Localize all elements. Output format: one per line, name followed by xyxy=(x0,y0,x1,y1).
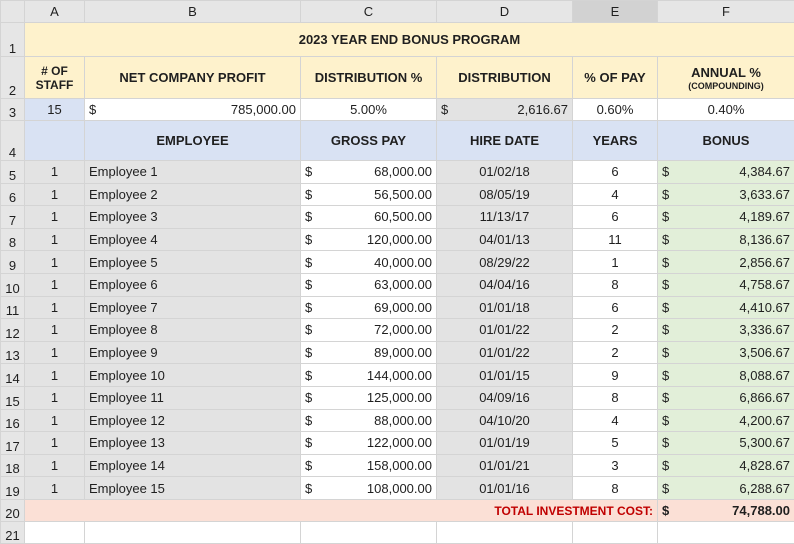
currency-symbol: $ xyxy=(662,322,669,337)
row-header-1[interactable]: 1 xyxy=(1,23,25,57)
hire-date-cell[interactable]: 01/01/18 xyxy=(437,296,573,319)
bonus-value: 3,506.67 xyxy=(739,345,790,360)
gross-pay-cell[interactable] xyxy=(301,228,437,251)
row-header[interactable]: 10 xyxy=(1,273,25,296)
bonus-cell[interactable] xyxy=(658,341,794,364)
pct-of-pay-cell[interactable]: 0.60% xyxy=(573,99,658,121)
table-row xyxy=(1,273,794,296)
sheet-title[interactable]: 2023 YEAR END BONUS PROGRAM xyxy=(25,23,794,57)
bonus-cell[interactable] xyxy=(658,477,794,500)
net-profit-value: 785,000.00 xyxy=(231,102,296,117)
gross-pay-cell[interactable] xyxy=(301,386,437,409)
currency-symbol: $ xyxy=(305,345,312,360)
hire-date-cell[interactable]: 08/29/22 xyxy=(437,251,573,274)
table-row xyxy=(1,206,794,229)
table-row xyxy=(1,454,794,477)
bonus-value: 8,088.67 xyxy=(739,368,790,383)
column-header-b[interactable]: B xyxy=(85,1,301,23)
employee-name-cell[interactable]: Employee 15 xyxy=(85,477,301,500)
row-header-3[interactable]: 3 xyxy=(1,99,25,121)
years-cell[interactable]: 6 xyxy=(573,206,658,229)
table-row xyxy=(1,364,794,387)
column-header-a[interactable]: A xyxy=(25,1,85,23)
table-row xyxy=(1,251,794,274)
gross-pay-value: 158,000.00 xyxy=(367,458,432,473)
distribution-pct-cell[interactable]: 5.00% xyxy=(301,99,437,121)
currency-symbol: $ xyxy=(441,102,448,117)
currency-symbol: $ xyxy=(662,368,669,383)
years-cell[interactable]: 6 xyxy=(573,296,658,319)
annual-pct-label: ANNUAL % xyxy=(691,65,761,80)
gross-pay-value: 72,000.00 xyxy=(374,322,432,337)
gross-pay-value: 125,000.00 xyxy=(367,390,432,405)
row-header[interactable]: 11 xyxy=(1,296,25,319)
gross-pay-cell[interactable] xyxy=(301,206,437,229)
bonus-cell[interactable] xyxy=(658,454,794,477)
bonus-cell[interactable] xyxy=(658,409,794,432)
bonus-cell[interactable] xyxy=(658,432,794,455)
currency-symbol: $ xyxy=(662,413,669,428)
row-header-21[interactable]: 21 xyxy=(1,521,25,543)
currency-symbol: $ xyxy=(305,277,312,292)
hire-date-cell[interactable]: 01/01/21 xyxy=(437,454,573,477)
gross-pay-cell[interactable] xyxy=(301,341,437,364)
row-header[interactable]: 7 xyxy=(1,206,25,229)
blank-header-cell[interactable] xyxy=(25,121,85,161)
total-value-cell[interactable] xyxy=(658,499,794,521)
gross-pay-value: 60,500.00 xyxy=(374,209,432,224)
empty-cell[interactable] xyxy=(437,521,573,543)
hire-date-cell[interactable]: 01/01/22 xyxy=(437,319,573,342)
bonus-value: 4,189.67 xyxy=(739,209,790,224)
employee-name-cell[interactable]: Employee 14 xyxy=(85,454,301,477)
hire-date-cell[interactable]: 04/01/13 xyxy=(437,228,573,251)
net-profit-header[interactable]: NET COMPANY PROFIT xyxy=(85,57,301,99)
hire-date-cell[interactable]: 11/13/17 xyxy=(437,206,573,229)
currency-symbol: $ xyxy=(305,413,312,428)
table-row xyxy=(1,477,794,500)
gross-pay-value: 120,000.00 xyxy=(367,232,432,247)
years-cell[interactable]: 8 xyxy=(573,477,658,500)
bonus-cell[interactable] xyxy=(658,319,794,342)
years-cell[interactable]: 11 xyxy=(573,228,658,251)
hire-date-cell[interactable]: 01/01/19 xyxy=(437,432,573,455)
gross-pay-value: 69,000.00 xyxy=(374,300,432,315)
currency-symbol: $ xyxy=(662,164,669,179)
staff-cell[interactable]: 1 xyxy=(25,341,85,364)
employee-name-cell[interactable]: Employee 3 xyxy=(85,206,301,229)
staff-cell[interactable]: 1 xyxy=(25,183,85,206)
staff-cell[interactable]: 1 xyxy=(25,206,85,229)
gross-pay-value: 88,000.00 xyxy=(374,413,432,428)
hire-date-cell[interactable]: 01/01/15 xyxy=(437,364,573,387)
total-value: 74,788.00 xyxy=(732,503,790,518)
gross-pay-cell[interactable] xyxy=(301,273,437,296)
row-header[interactable]: 16 xyxy=(1,409,25,432)
staff-count-header[interactable]: # OF STAFF xyxy=(25,57,85,99)
gross-pay-cell[interactable] xyxy=(301,161,437,184)
row-header[interactable]: 18 xyxy=(1,454,25,477)
bonus-value: 4,828.67 xyxy=(739,458,790,473)
bonus-cell[interactable] xyxy=(658,364,794,387)
bonus-value: 6,288.67 xyxy=(739,481,790,496)
currency-symbol: $ xyxy=(662,345,669,360)
hire-date-cell[interactable]: 01/01/22 xyxy=(437,341,573,364)
years-cell[interactable]: 4 xyxy=(573,183,658,206)
employee-name-cell[interactable]: Employee 10 xyxy=(85,364,301,387)
hire-date-cell[interactable]: 04/10/20 xyxy=(437,409,573,432)
currency-symbol: $ xyxy=(662,435,669,450)
gross-pay-value: 63,000.00 xyxy=(374,277,432,292)
row-header[interactable]: 15 xyxy=(1,386,25,409)
distribution-header[interactable]: DISTRIBUTION xyxy=(437,57,573,99)
staff-cell[interactable]: 1 xyxy=(25,251,85,274)
table-row xyxy=(1,228,794,251)
gross-pay-value: 122,000.00 xyxy=(367,435,432,450)
table-row xyxy=(1,296,794,319)
hire-date-cell[interactable]: 08/05/19 xyxy=(437,183,573,206)
currency-symbol: $ xyxy=(662,187,669,202)
gross-pay-cell[interactable] xyxy=(301,409,437,432)
currency-symbol: $ xyxy=(305,255,312,270)
employee-name-cell[interactable]: Employee 7 xyxy=(85,296,301,319)
years-cell[interactable]: 3 xyxy=(573,454,658,477)
employee-name-cell[interactable]: Employee 6 xyxy=(85,273,301,296)
table-row xyxy=(1,409,794,432)
currency-symbol: $ xyxy=(662,390,669,405)
bonus-value: 4,410.67 xyxy=(739,300,790,315)
years-cell[interactable]: 6 xyxy=(573,161,658,184)
bonus-value: 4,384.67 xyxy=(739,164,790,179)
gross-pay-value: 108,000.00 xyxy=(367,481,432,496)
row-header[interactable]: 13 xyxy=(1,341,25,364)
currency-symbol: $ xyxy=(305,232,312,247)
gross-pay-cell[interactable] xyxy=(301,477,437,500)
gross-pay-header[interactable]: GROSS PAY xyxy=(301,121,437,161)
currency-symbol: $ xyxy=(305,435,312,450)
pct-of-pay-header[interactable]: % OF PAY xyxy=(573,57,658,99)
staff-cell[interactable]: 1 xyxy=(25,319,85,342)
gross-pay-cell[interactable] xyxy=(301,319,437,342)
currency-symbol: $ xyxy=(305,300,312,315)
row-header-4[interactable]: 4 xyxy=(1,121,25,161)
employee-name-cell[interactable]: Employee 1 xyxy=(85,161,301,184)
staff-cell[interactable]: 1 xyxy=(25,273,85,296)
currency-symbol: $ xyxy=(662,300,669,315)
currency-symbol: $ xyxy=(305,368,312,383)
staff-cell[interactable]: 1 xyxy=(25,228,85,251)
bonus-cell[interactable] xyxy=(658,296,794,319)
row-header-2[interactable]: 2 xyxy=(1,57,25,99)
staff-cell[interactable]: 1 xyxy=(25,432,85,455)
years-cell[interactable]: 9 xyxy=(573,364,658,387)
annual-pct-sublabel: (COMPOUNDING) xyxy=(662,81,790,91)
currency-symbol: $ xyxy=(662,458,669,473)
hire-date-cell[interactable]: 04/09/16 xyxy=(437,386,573,409)
currency-symbol: $ xyxy=(662,255,669,270)
table-row xyxy=(1,341,794,364)
row-header[interactable]: 6 xyxy=(1,183,25,206)
row-header-20[interactable]: 20 xyxy=(1,499,25,521)
total-label-cell[interactable] xyxy=(25,499,658,521)
bonus-header[interactable]: BONUS xyxy=(658,121,794,161)
empty-cell[interactable] xyxy=(85,521,301,543)
distribution-pct-header[interactable]: DISTRIBUTION % xyxy=(301,57,437,99)
column-header-f[interactable]: F xyxy=(658,1,794,23)
bonus-cell[interactable] xyxy=(658,386,794,409)
currency-symbol: $ xyxy=(305,322,312,337)
empty-cell[interactable] xyxy=(573,521,658,543)
net-profit-cell[interactable] xyxy=(85,99,301,121)
hire-date-header[interactable]: HIRE DATE xyxy=(437,121,573,161)
years-cell[interactable]: 1 xyxy=(573,251,658,274)
table-row xyxy=(1,432,794,455)
bonus-cell[interactable] xyxy=(658,161,794,184)
annual-pct-header[interactable] xyxy=(658,57,794,99)
currency-symbol: $ xyxy=(662,232,669,247)
currency-symbol: $ xyxy=(305,481,312,496)
empty-cell[interactable] xyxy=(25,521,85,543)
currency-symbol: $ xyxy=(305,187,312,202)
distribution-value: 2,616.67 xyxy=(517,102,568,117)
gross-pay-value: 56,500.00 xyxy=(374,187,432,202)
table-row xyxy=(1,319,794,342)
currency-symbol: $ xyxy=(662,209,669,224)
hire-date-cell[interactable]: 01/01/16 xyxy=(437,477,573,500)
employee-header[interactable]: EMPLOYEE xyxy=(85,121,301,161)
gross-pay-value: 68,000.00 xyxy=(374,164,432,179)
currency-symbol: $ xyxy=(89,102,96,117)
bonus-value: 2,856.67 xyxy=(739,255,790,270)
employee-name-cell[interactable]: Employee 4 xyxy=(85,228,301,251)
currency-symbol: $ xyxy=(662,503,669,518)
employee-name-cell[interactable]: Employee 8 xyxy=(85,319,301,342)
bonus-cell[interactable] xyxy=(658,273,794,296)
hire-date-cell[interactable]: 04/04/16 xyxy=(437,273,573,296)
gross-pay-value: 144,000.00 xyxy=(367,368,432,383)
years-cell[interactable]: 2 xyxy=(573,341,658,364)
bonus-cell[interactable] xyxy=(658,206,794,229)
currency-symbol: $ xyxy=(662,481,669,496)
gross-pay-cell[interactable] xyxy=(301,364,437,387)
currency-symbol: $ xyxy=(305,209,312,224)
employee-name-cell[interactable]: Employee 12 xyxy=(85,409,301,432)
row-header[interactable]: 14 xyxy=(1,364,25,387)
gross-pay-cell[interactable] xyxy=(301,251,437,274)
staff-cell[interactable]: 1 xyxy=(25,364,85,387)
years-cell[interactable]: 2 xyxy=(573,319,658,342)
staff-cell[interactable]: 1 xyxy=(25,386,85,409)
row-header[interactable]: 8 xyxy=(1,228,25,251)
distribution-cell[interactable] xyxy=(437,99,573,121)
bonus-cell[interactable] xyxy=(658,251,794,274)
bonus-cell[interactable] xyxy=(658,183,794,206)
empty-cell[interactable] xyxy=(658,521,794,543)
currency-symbol: $ xyxy=(305,390,312,405)
employee-name-cell[interactable]: Employee 9 xyxy=(85,341,301,364)
bonus-value: 4,200.67 xyxy=(739,413,790,428)
bonus-value: 6,866.67 xyxy=(739,390,790,405)
bonus-value: 3,633.67 xyxy=(739,187,790,202)
column-header-c[interactable]: C xyxy=(301,1,437,23)
employee-name-cell[interactable]: Employee 13 xyxy=(85,432,301,455)
staff-cell[interactable]: 1 xyxy=(25,409,85,432)
column-header-d[interactable]: D xyxy=(437,1,573,23)
staff-cell[interactable]: 1 xyxy=(25,161,85,184)
row-header[interactable]: 9 xyxy=(1,251,25,274)
table-row xyxy=(1,161,794,184)
staff-cell[interactable]: 1 xyxy=(25,477,85,500)
bonus-value: 5,300.67 xyxy=(739,435,790,450)
years-cell[interactable]: 4 xyxy=(573,409,658,432)
years-cell[interactable]: 5 xyxy=(573,432,658,455)
column-header-e[interactable]: E xyxy=(573,1,658,23)
gross-pay-cell[interactable] xyxy=(301,183,437,206)
currency-symbol: $ xyxy=(662,277,669,292)
select-all-corner[interactable] xyxy=(1,1,25,23)
staff-cell[interactable]: 1 xyxy=(25,454,85,477)
bonus-value: 4,758.67 xyxy=(739,277,790,292)
employee-name-cell[interactable]: Employee 2 xyxy=(85,183,301,206)
annual-pct-cell[interactable]: 0.40% xyxy=(658,99,794,121)
gross-pay-cell[interactable] xyxy=(301,296,437,319)
row-header[interactable]: 17 xyxy=(1,432,25,455)
gross-pay-value: 40,000.00 xyxy=(374,255,432,270)
empty-cell[interactable] xyxy=(301,521,437,543)
hire-date-cell[interactable]: 01/02/18 xyxy=(437,161,573,184)
employee-name-cell[interactable]: Employee 11 xyxy=(85,386,301,409)
table-row xyxy=(1,183,794,206)
currency-symbol: $ xyxy=(305,458,312,473)
staff-count-cell[interactable]: 15 xyxy=(25,99,85,121)
row-header[interactable]: 12 xyxy=(1,319,25,342)
gross-pay-cell[interactable] xyxy=(301,432,437,455)
employee-name-cell[interactable]: Employee 5 xyxy=(85,251,301,274)
years-cell[interactable]: 8 xyxy=(573,386,658,409)
currency-symbol: $ xyxy=(305,164,312,179)
total-label: TOTAL INVESTMENT COST: xyxy=(494,504,653,518)
bonus-cell[interactable] xyxy=(658,228,794,251)
years-cell[interactable]: 8 xyxy=(573,273,658,296)
staff-cell[interactable]: 1 xyxy=(25,296,85,319)
years-header[interactable]: YEARS xyxy=(573,121,658,161)
table-row xyxy=(1,386,794,409)
gross-pay-cell[interactable] xyxy=(301,454,437,477)
bonus-value: 8,136.67 xyxy=(739,232,790,247)
row-header[interactable]: 5 xyxy=(1,161,25,184)
row-header[interactable]: 19 xyxy=(1,477,25,500)
bonus-value: 3,336.67 xyxy=(739,322,790,337)
gross-pay-value: 89,000.00 xyxy=(374,345,432,360)
